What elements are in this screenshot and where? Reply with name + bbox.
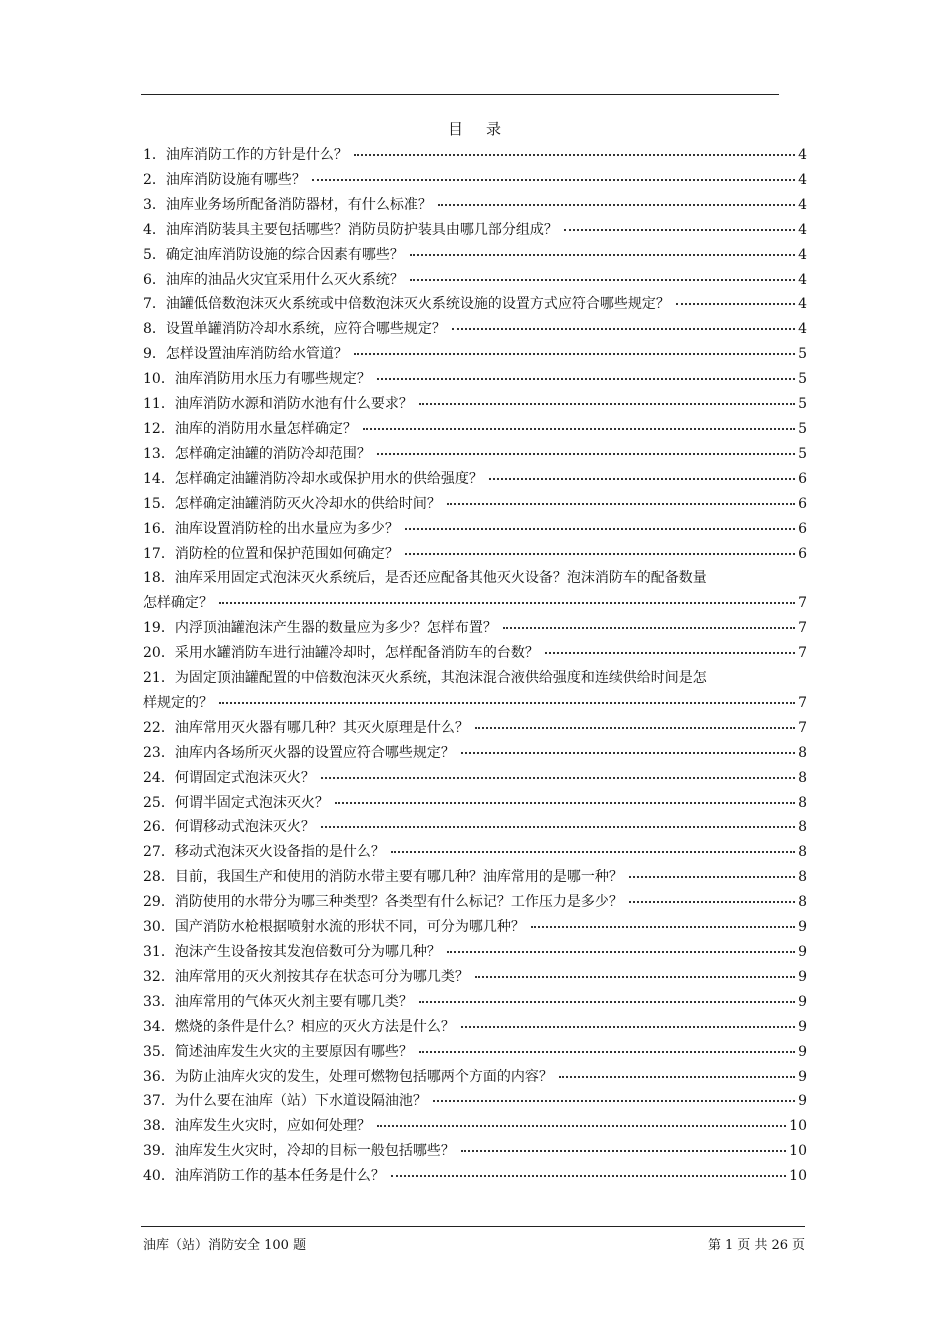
toc-dot-leader	[410, 269, 795, 281]
toc-entry-text: 29．消防使用的水带分为哪三种类型？各类型有什么标记？工作压力是多少？	[143, 894, 623, 911]
toc-entry-text: 32．油库常用的灭火剂按其存在状态可分为哪几类？	[143, 968, 469, 985]
toc-entry[interactable]	[143, 1065, 807, 1090]
toc-entry[interactable]	[143, 392, 807, 417]
toc-entry-text: 11．油库消防水源和消防水池有什么要求？	[143, 396, 413, 413]
toc-dot-leader	[419, 1041, 795, 1053]
toc-entry[interactable]	[143, 716, 807, 741]
toc-entry-text: 16．油库设置消防栓的出水量应为多少？	[143, 520, 399, 537]
toc-entry-text: 10．油库消防用水压力有哪些规定？	[143, 371, 371, 388]
toc-entry[interactable]	[143, 791, 807, 816]
toc-entry-text: 40．油库消防工作的基本任务是什么？	[143, 1168, 385, 1185]
toc-entry-text: 38．油库发生火灾时，应如何处理？	[143, 1118, 371, 1135]
toc-dot-leader	[391, 841, 795, 853]
toc-entry-page: 8	[798, 894, 807, 911]
toc-entry[interactable]	[143, 915, 807, 940]
toc-entry[interactable]	[143, 990, 807, 1015]
toc-entry-text: 19．内浮顶油罐泡沫产生器的数量应为多少？怎样布置？	[143, 620, 497, 637]
toc-entry-page: 5	[798, 445, 807, 462]
toc-entry-text: 2．油库消防设施有哪些？	[143, 171, 306, 188]
toc-entry[interactable]	[143, 840, 807, 865]
toc-entry[interactable]	[143, 1114, 807, 1139]
toc-entry-page: 7	[798, 620, 807, 637]
toc-entry-text: 15．怎样确定油罐消防灭火冷却水的供给时间？	[143, 495, 441, 512]
toc-entry[interactable]	[143, 292, 807, 317]
toc-entry[interactable]	[143, 542, 807, 567]
toc-dot-leader	[447, 941, 795, 953]
toc-entry-text: 9．怎样设置油库消防给水管道？	[143, 346, 348, 363]
toc-entry-text: 23．油库内各场所灭火器的设置应符合哪些规定？	[143, 744, 455, 761]
toc-entry-page: 8	[798, 819, 807, 836]
toc-dot-leader	[461, 1140, 786, 1152]
toc-entry-text: 4．油库消防装具主要包括哪些？消防员防护装具由哪几部分组成？	[143, 221, 558, 238]
toc-entry[interactable]	[143, 367, 807, 392]
toc-entry[interactable]	[143, 666, 807, 716]
toc-title	[0, 118, 950, 139]
toc-entry[interactable]	[143, 492, 807, 517]
toc-entry-page: 8	[798, 844, 807, 861]
toc-entry-text: 39．油库发生火灾时，冷却的目标一般包括哪些？	[143, 1143, 455, 1160]
toc-entry[interactable]	[143, 417, 807, 442]
footer-rule	[141, 1226, 805, 1227]
toc-dot-leader	[438, 194, 795, 206]
toc-entry-page: 6	[798, 545, 807, 562]
toc-dot-leader	[219, 592, 795, 604]
toc-entry-page: 6	[798, 495, 807, 512]
toc-dot-leader	[419, 991, 795, 1003]
toc-entry[interactable]	[143, 168, 807, 193]
toc-entry-page: 9	[798, 1068, 807, 1085]
toc-entry[interactable]	[143, 815, 807, 840]
toc-dot-leader	[461, 742, 795, 754]
footer-total-pages: 26	[771, 1238, 788, 1253]
toc-entry-text: 37．为什么要在油库（站）下水道设隔油池？	[143, 1093, 427, 1110]
toc-entry[interactable]	[143, 766, 807, 791]
toc-dot-leader	[629, 866, 795, 878]
toc-entry-text: 35．简述油库发生火灾的主要原因有哪些？	[143, 1043, 413, 1060]
toc-dot-leader	[419, 393, 795, 405]
toc-dot-leader	[377, 1115, 786, 1127]
toc-entry[interactable]	[143, 317, 807, 342]
toc-entry-text: 36．为防止油库火灾的发生，处理可燃物包括哪两个方面的内容？	[143, 1068, 553, 1085]
toc-entry[interactable]	[143, 566, 807, 616]
toc-entry-text: 28．目前，我国生产和使用的消防水带主要有哪几种？油库常用的是哪一种？	[143, 869, 623, 886]
toc-entry-text: 12．油库的消防用水量怎样确定？	[143, 420, 357, 437]
toc-entry[interactable]	[143, 865, 807, 890]
toc-entry[interactable]	[143, 641, 807, 666]
toc-entry[interactable]	[143, 467, 807, 492]
toc-entry-text: 样规定的？	[143, 694, 213, 711]
toc-dot-leader	[354, 343, 795, 355]
toc-entry-text: 33．油库常用的气体灭火剂主要有哪几类？	[143, 993, 413, 1010]
toc-dot-leader	[475, 717, 795, 729]
toc-dot-leader	[377, 368, 795, 380]
toc-entry-page: 10	[789, 1143, 807, 1160]
toc-title-right: 录	[486, 120, 503, 138]
toc-entry-page: 10	[789, 1118, 807, 1135]
toc-entry-page: 9	[798, 1093, 807, 1110]
toc-entry[interactable]	[143, 342, 807, 367]
toc-entry[interactable]	[143, 940, 807, 965]
toc-dot-leader	[545, 642, 795, 654]
toc-entry-text: 13．怎样确定油罐的消防冷却范围？	[143, 445, 371, 462]
toc-entry-text: 怎样确定？	[143, 595, 213, 612]
toc-entry-text: 34．燃烧的条件是什么？相应的灭火方法是什么？	[143, 1018, 455, 1035]
footer-page-mid: 页 共	[737, 1238, 768, 1253]
toc-entry-text: 6．油库的油品火灾宜采用什么灭火系统？	[143, 271, 404, 288]
toc-dot-leader	[377, 443, 795, 455]
toc-entry-page: 9	[798, 919, 807, 936]
toc-entry[interactable]	[143, 442, 807, 467]
toc-entry-text: 17．消防栓的位置和保护范围如何确定？	[143, 545, 399, 562]
toc-entry-text: 22．油库常用灭火器有哪几种？其灭火原理是什么？	[143, 719, 469, 736]
toc-entry-page: 5	[798, 371, 807, 388]
toc-entry-page: 7	[798, 719, 807, 736]
toc-dot-leader	[335, 792, 795, 804]
toc-entry-page: 9	[798, 968, 807, 985]
toc-entry-page: 7	[798, 694, 807, 711]
toc-dot-leader	[433, 1090, 795, 1102]
toc-dot-leader	[321, 816, 795, 828]
toc-list	[143, 143, 807, 1189]
toc-dot-leader	[410, 244, 795, 256]
toc-dot-leader	[531, 916, 795, 928]
toc-dot-leader	[475, 966, 795, 978]
toc-title-left: 目	[447, 120, 464, 138]
toc-entry-text: 30．国产消防水枪根据喷射水流的形状不同，可分为哪几种？	[143, 919, 525, 936]
toc-entry-text: 24．何谓固定式泡沫灭火？	[143, 769, 315, 786]
toc-dot-leader	[629, 891, 795, 903]
toc-entry-text: 27．移动式泡沫灭火设备指的是什么？	[143, 844, 385, 861]
toc-entry-text: 5．确定油库消防设施的综合因素有哪些？	[143, 246, 404, 263]
toc-entry[interactable]	[143, 1164, 807, 1189]
toc-entry-page: 4	[798, 296, 807, 313]
toc-entry-text: 3．油库业务场所配备消防器材，有什么标准？	[143, 196, 432, 213]
toc-entry-page: 4	[798, 171, 807, 188]
footer-page-prefix: 第	[708, 1238, 722, 1253]
toc-entry-page: 7	[798, 645, 807, 662]
toc-entry[interactable]	[143, 1089, 807, 1114]
footer-page-suffix: 页	[791, 1238, 805, 1253]
toc-entry-page: 8	[798, 869, 807, 886]
toc-dot-leader	[559, 1066, 795, 1078]
toc-entry-page: 6	[798, 470, 807, 487]
toc-entry-text: 8．设置单罐消防冷却水系统，应符合哪些规定？	[143, 321, 446, 338]
toc-dot-leader	[461, 1016, 795, 1028]
toc-entry-page: 4	[798, 147, 807, 163]
toc-entry[interactable]	[143, 965, 807, 990]
toc-entry-text: 25．何谓半固定式泡沫灭火？	[143, 794, 329, 811]
toc-entry[interactable]	[143, 218, 807, 243]
toc-entry-page: 9	[798, 944, 807, 960]
toc-entry[interactable]	[143, 517, 807, 542]
toc-entry-page: 7	[798, 595, 807, 612]
toc-dot-leader	[219, 692, 795, 704]
toc-entry-page: 4	[798, 271, 807, 288]
toc-entry-page: 9	[798, 993, 807, 1010]
toc-dot-leader	[489, 468, 795, 480]
toc-entry[interactable]	[143, 1139, 807, 1164]
toc-entry[interactable]	[143, 193, 807, 218]
toc-entry-text: 26．何谓移动式泡沫灭火？	[143, 819, 315, 836]
toc-entry[interactable]	[143, 741, 807, 766]
toc-dot-leader	[312, 169, 795, 181]
toc-entry-page: 5	[798, 396, 807, 413]
toc-entry-page: 4	[798, 221, 807, 238]
toc-entry-page: 6	[798, 520, 807, 537]
toc-dot-leader	[676, 293, 795, 305]
toc-entry-text: 20．采用水罐消防车进行油罐冷却时，怎样配备消防车的台数？	[143, 645, 539, 662]
toc-entry[interactable]	[143, 243, 807, 268]
toc-dot-leader	[452, 318, 795, 330]
toc-entry-text: 31．泡沫产生设备按其发泡倍数可分为哪几种？	[143, 944, 441, 960]
toc-dot-leader	[363, 418, 795, 430]
toc-dot-leader	[447, 493, 795, 505]
toc-entry-page: 8	[798, 794, 807, 811]
footer-page-number: 1	[725, 1238, 734, 1253]
toc-entry[interactable]	[143, 143, 807, 168]
toc-entry-page: 5	[798, 346, 807, 363]
toc-entry-page: 8	[798, 744, 807, 761]
toc-entry-text-first-line: 18．油库采用固定式泡沫灭火系统后，是否还应配备其他灭火设备？泡沫消防车的配备数量	[143, 570, 707, 587]
toc-dot-leader	[321, 767, 795, 779]
toc-entry[interactable]	[143, 890, 807, 915]
toc-dot-leader	[405, 518, 795, 530]
toc-dot-leader	[564, 219, 795, 231]
toc-dot-leader	[391, 1165, 786, 1177]
toc-entry-page: 8	[798, 769, 807, 786]
toc-entry[interactable]	[143, 268, 807, 293]
toc-entry[interactable]	[143, 616, 807, 641]
toc-entry-text-first-line: 21．为固定顶油罐配置的中倍数泡沫灭火系统，其泡沫混合液供给强度和连续供给时间是怎	[143, 670, 707, 687]
footer-doc-title: 油库（站）消防安全 100 题	[143, 1238, 307, 1253]
toc-entry-page: 5	[798, 420, 807, 437]
toc-dot-leader	[503, 617, 795, 629]
toc-entry-page: 10	[789, 1168, 807, 1185]
toc-entry-page: 4	[798, 246, 807, 263]
toc-entry[interactable]	[143, 1040, 807, 1065]
toc-entry-page: 9	[798, 1043, 807, 1060]
header-rule	[141, 94, 779, 95]
toc-dot-leader	[354, 144, 795, 156]
toc-dot-leader	[405, 543, 795, 555]
toc-entry[interactable]	[143, 1015, 807, 1040]
toc-entry-page: 4	[798, 196, 807, 213]
toc-entry-text: 7．油罐低倍数泡沫灭火系统或中倍数泡沫灭火系统设施的设置方式应符合哪些规定？	[143, 296, 670, 313]
toc-entry-page: 4	[798, 321, 807, 338]
footer-page-info	[706, 1234, 807, 1253]
toc-entry-text: 1．油库消防工作的方针是什么？	[143, 147, 348, 163]
toc-entry-text: 14．怎样确定油罐消防冷却水或保护用水的供给强度？	[143, 470, 483, 487]
toc-entry-page: 9	[798, 1018, 807, 1035]
